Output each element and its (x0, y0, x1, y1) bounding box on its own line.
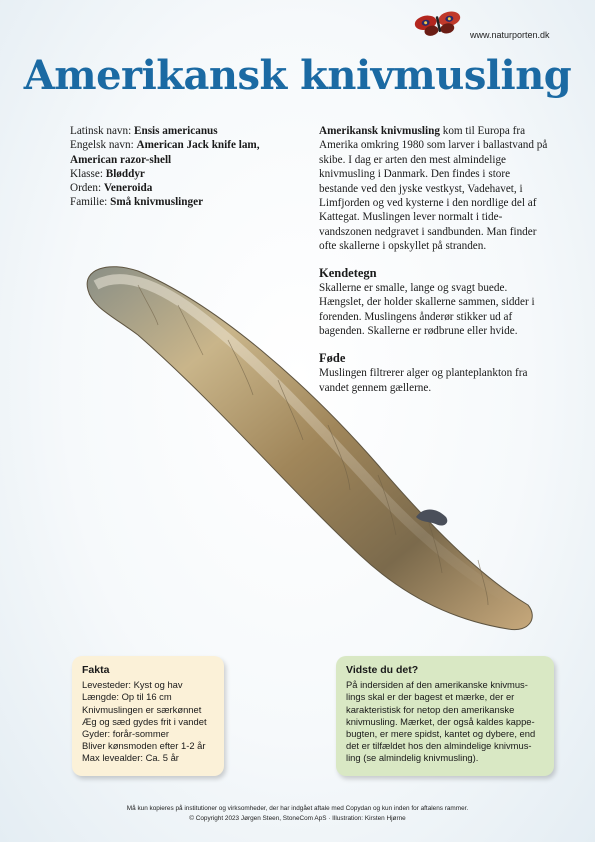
footer (0, 804, 595, 824)
fakta-heading: Fakta (82, 664, 110, 676)
vidste-heading: Vidste du det? (346, 664, 419, 676)
kendetegn-heading: Kendetegn (319, 265, 377, 280)
class-name: Klasse: Bløddyr (70, 167, 145, 180)
fakta-line: Gyder: forår-sommer (82, 728, 169, 740)
vidste-du-det-box (336, 656, 554, 776)
copyright-notice: Må kun kopieres på institutioner og virksomheder, der har indgået aftale med Copydan og kun inden for aftalens rammer. (126, 805, 469, 812)
vidste-text: På indersiden af den amerikanske knivmus-lings skal er der bagest et mærke, der er karakteristisk for netop den amerikanske knivmusling. Mærket, der også kaldes kappe-bugten, er mere spidst, kantet og dybere, end det er tilfældet hos den almindelige knivmus-ling (se almindelig knivmusling). (346, 679, 536, 764)
fakta-line: Længde: Op til 16 cm (82, 691, 172, 703)
page-title: Amerikansk knivmusling (23, 52, 572, 99)
taxonomy-facts (70, 124, 300, 210)
intro-paragraph: Amerikansk knivmusling kom til Europa fra Amerika omkring 1980 som larver i ballastvand på skibe. I dag er arten den mest almindelige knivmusling i Danmark. Den findes i store bestande ved den jyske vestkyst, Vadehavet, i Limfjorden og ved kysterne i den nordlige del af Kattegat. Muslingen lever normalt i tide-vandszonen nedgravet i sandbunden. Man finder ofte skallerne i opskyllet på stranden. (319, 125, 548, 253)
fakta-line: Knivmuslingen er særkønnet (82, 703, 202, 715)
english-name: Engelsk navn: American Jack knife lam, (70, 139, 260, 152)
latin-name: Latinsk navn: Ensis americanus (70, 125, 218, 137)
fakta-line: Max levealder: Ca. 5 år (82, 752, 179, 764)
razor-clam-illustration (78, 255, 538, 645)
fode-heading: Føde (319, 350, 346, 365)
fakta-line: Bliver kønsmoden efter 1-2 år (82, 740, 206, 752)
fode-text: Muslingen filtrerer alger og planteplankton fra vandet gennem gællerne. (319, 367, 528, 394)
copyright-line: © Copyright 2023 Jørgen Steen, StoneCom ApS · Illustration: Kirsten Hjørne (189, 815, 406, 822)
fakta-box (72, 656, 224, 776)
english-name-cont: American razor-shell (70, 153, 172, 166)
family-name: Familie: Små knivmuslinger (70, 196, 204, 209)
fakta-line: Levesteder: Kyst og hav (82, 679, 183, 691)
site-url[interactable]: www.naturporten.dk (470, 30, 550, 40)
order-name: Orden: Veneroida (70, 182, 153, 195)
butterfly-logo-icon (408, 8, 470, 38)
kendetegn-text: Skallerne er smalle, lange og svagt buede. Hængslet, der holder skallerne sammen, sidder i forenden. Muslingens ånderør stikker ud af bagenden. Skallerne er rødbrune eller hvide. (319, 282, 535, 338)
fakta-line: Æg og sæd gydes frit i vandet (82, 715, 207, 727)
